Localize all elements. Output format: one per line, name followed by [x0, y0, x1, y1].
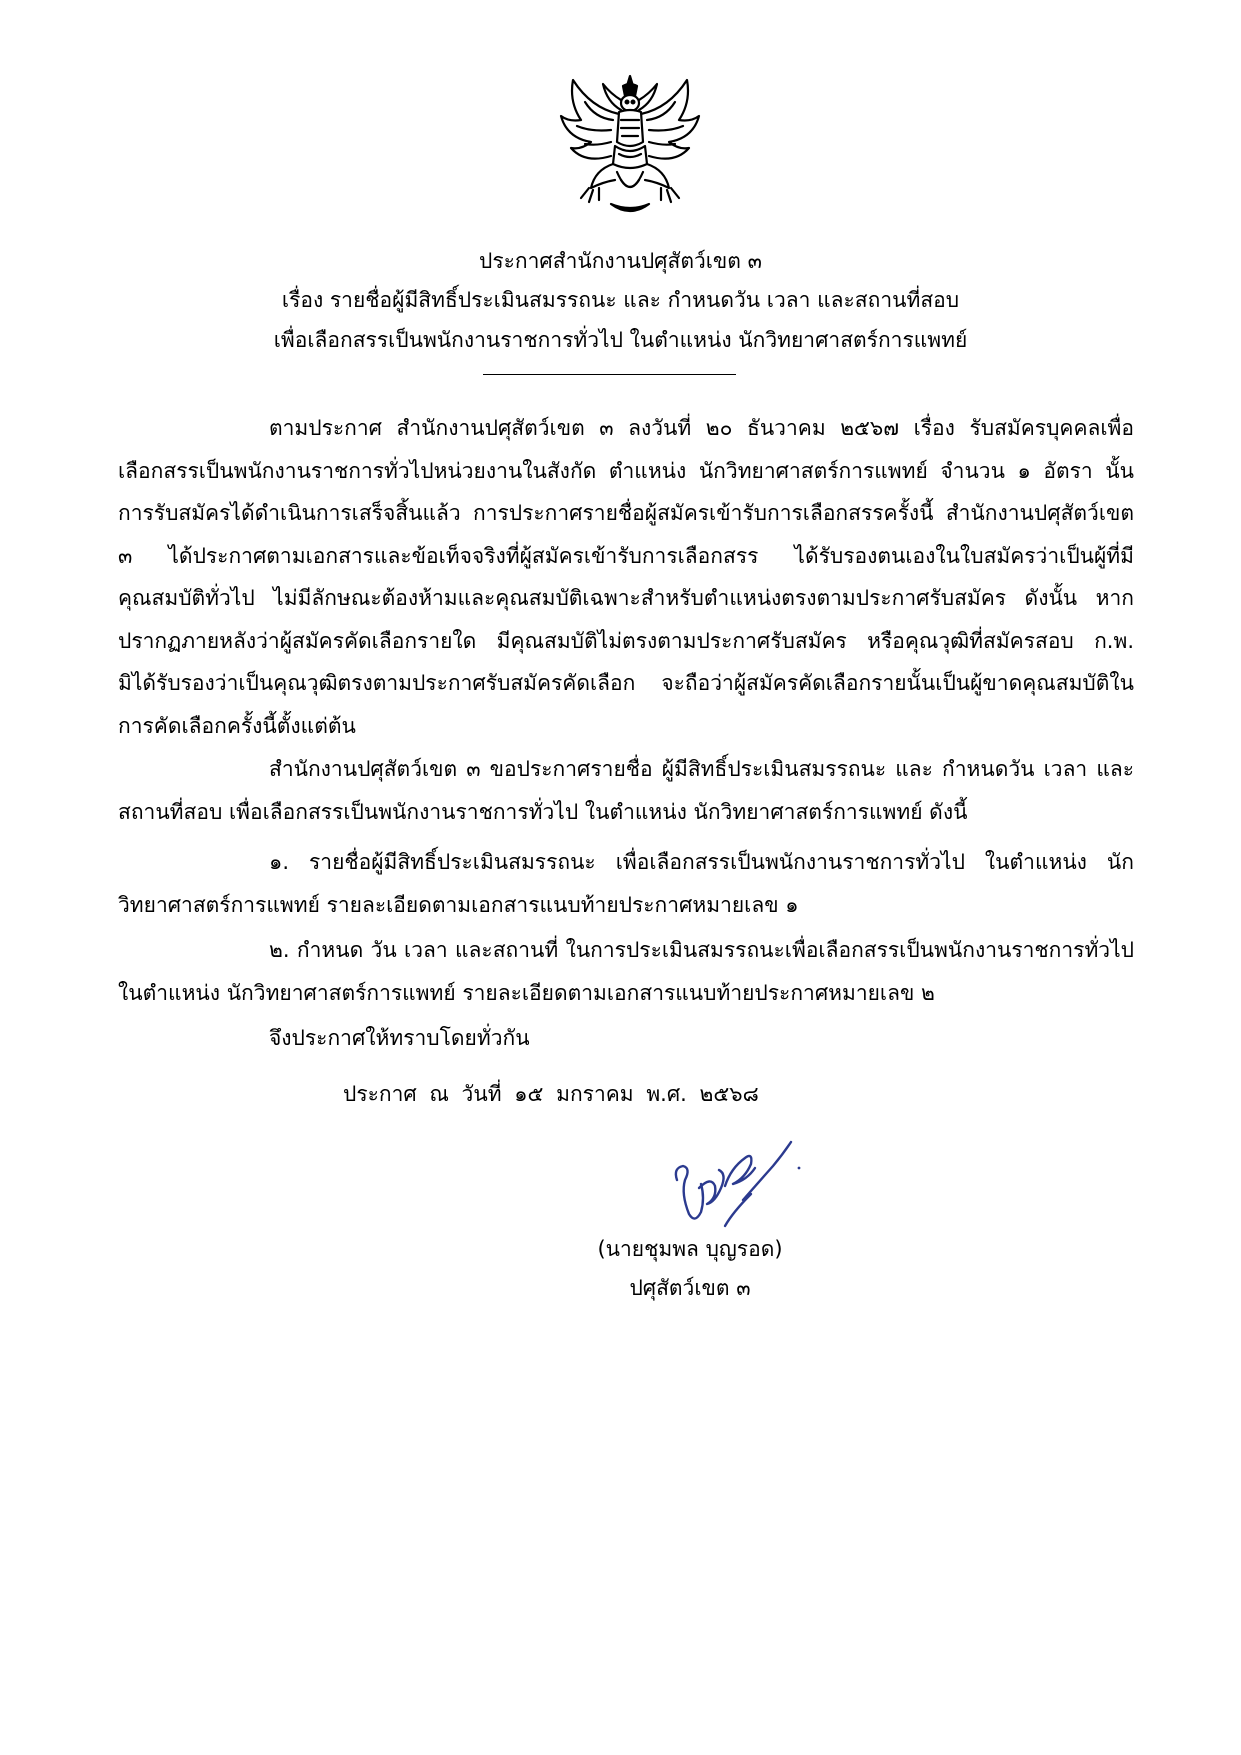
signer-name: (นายชุมพล บุญรอด)	[597, 1237, 783, 1261]
body-paragraph-2-text: สำนักงานปศุสัตว์เขต ๓ ขอประกาศรายชื่อ ผู้มีสิทธิ์ประเมินสมรรถนะ และ กำหนดวัน เวลา และสถานที่สอบ เพื่อเลือกสรรเป็นพนักงานราชการทั่วไป ในตำแหน่ง นักวิทยาศาสตร์การแพทย์ ดังนี้	[118, 757, 1134, 824]
list-item-1-text: ๑. รายชื่อผู้มีสิทธิ์ประเมินสมรรถนะ เพื่อเลือกสรรเป็นพนักงานราชการทั่วไป ในตำแหน่ง นักวิทยาศาสตร์การแพทย์ รายละเอียดตามเอกสารแนบท้ายประกาศหมายเลข ๑	[118, 850, 1134, 917]
announcement-subject: เรื่อง รายชื่อผู้มีสิทธิ์ประเมินสมรรถนะ และ กำหนดวัน เวลา และสถานที่สอบ	[281, 288, 960, 312]
body-paragraph-1-text: ตามประกาศ สำนักงานปศุสัตว์เขต ๓ ลงวันที่ ๒๐ ธันวาคม ๒๕๖๗ เรื่อง รับสมัครบุคคลเพื่อเลือกสรรเป็นพนักงานราชการทั่วไปหน่วยงานในสังกัด ตำแหน่ง นักวิทยาศาสตร์การแพทย์ จำนวน ๑ อัตรา นั้น การรับสมัครได้ดำเนินการเสร็จสิ้นแล้ว การประกาศรายชื่อผู้สมัครเข้ารับการเลือกสรรครั้งนี้ สำนักงานปศุสัตว์เขต ๓ ได้ประกาศตามเอกสารและข้อเท็จจริงที่ผู้สมัครเข้ารับการเลือกสรร ได้รับรองตนเองในใบสมัครว่าเป็นผู้ที่มีคุณสมบัติทั่วไป ไม่มีลักษณะต้องห้ามและคุณสมบัติเฉพาะสำหรับตำแหน่งตรงตามประกาศรับสมัคร ดังนั้น หากปรากฏภายหลังว่าผู้สมัครคัดเลือกรายใด มีคุณสมบัติไม่ตรงตามประกาศรับสมัคร หรือคุณวุฒิที่สมัครสอบ ก.พ. มิได้รับรองว่าเป็นคุณวุฒิตรงตามประกาศรับสมัครคัดเลือก จะถือว่าผู้สมัครคัดเลือกรายนั้นเป็นผู้ขาดคุณสมบัติในการคัดเลือกครั้งนี้ตั้งแต่ต้น	[118, 416, 1134, 738]
announcement-issuer: ประกาศสำนักงานปศุสัตว์เขต ๓	[479, 249, 762, 273]
garuda-emblem-icon	[555, 72, 705, 220]
list-item-2-text: ๒. กำหนด วัน เวลา และสถานที่ ในการประเมินสมรรถนะเพื่อเลือกสรรเป็นพนักงานราชการทั่วไป ในตำแหน่ง นักวิทยาศาสตร์การแพทย์ รายละเอียดตามเอกสารแนบท้ายประกาศหมายเลข ๒	[118, 938, 1134, 1005]
signer-position: ปศุสัตว์เขต ๓	[629, 1276, 751, 1300]
heading-divider	[483, 374, 736, 375]
list-item-1	[118, 841, 1134, 926]
handwritten-signature	[655, 1128, 815, 1238]
body-paragraph-1	[118, 407, 1134, 747]
body-paragraph-2	[118, 748, 1134, 833]
list-item-2	[118, 929, 1134, 1014]
announcement-date: ประกาศ ณ วันที่ ๑๕ มกราคม พ.ศ. ๒๕๖๘	[343, 1082, 759, 1106]
announcement-purpose: เพื่อเลือกสรรเป็นพนักงานราชการทั่วไป ในตำแหน่ง นักวิทยาศาสตร์การแพทย์	[273, 328, 968, 352]
closing-statement: จึงประกาศให้ทราบโดยทั่วกัน	[269, 1026, 530, 1050]
